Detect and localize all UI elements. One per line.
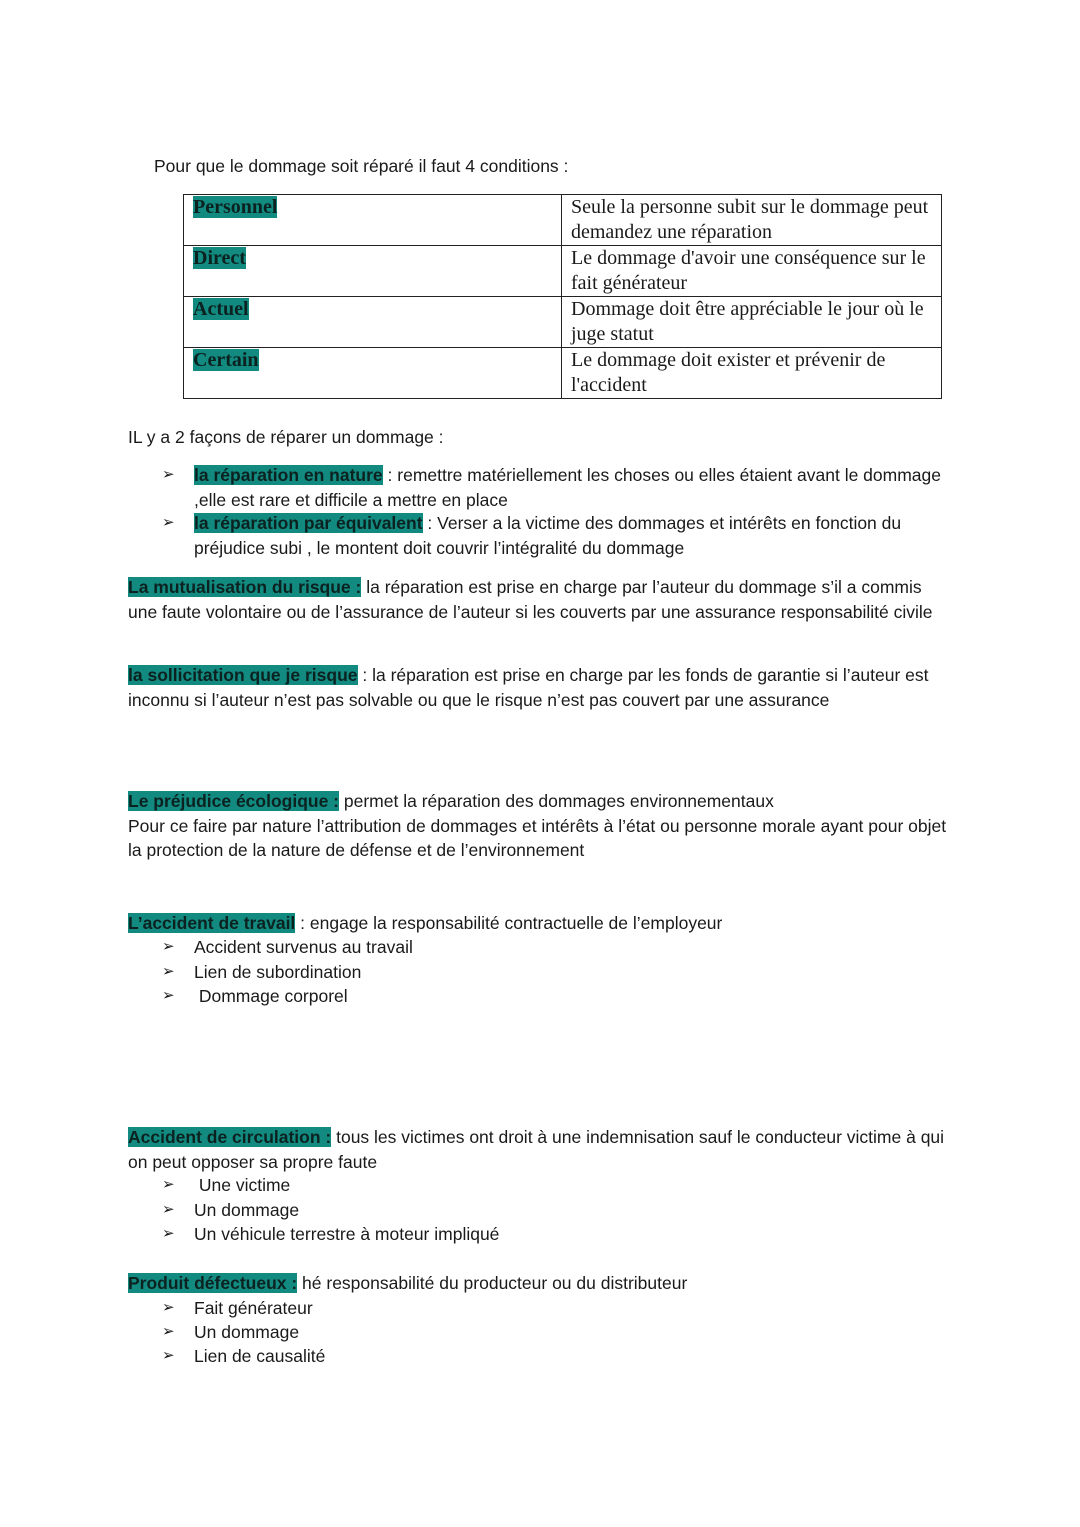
arrowhead-bullet-icon: ➢ — [162, 963, 175, 980]
list-item — [162, 935, 952, 960]
condition-desc: Dommage doit être appréciable le jour où le juge statut — [562, 297, 942, 348]
sollicitation-paragraph — [128, 663, 948, 712]
condition-term: Direct — [193, 247, 246, 269]
list-item — [162, 463, 952, 512]
list-item — [162, 1320, 952, 1345]
item-text: Lien de causalité — [194, 1346, 326, 1366]
list-item — [162, 1296, 952, 1321]
highlighted-term: la sollicitation que je risque — [128, 665, 358, 685]
intro-text: Pour que le dommage soit réparé il faut 4 conditions : — [154, 156, 569, 176]
highlighted-term: L’accident de travail — [128, 913, 296, 933]
paragraph-text: : la réparation est prise en charge par les fonds de garantie si l’auteur est inconnu si l’auteur n’est pas solvable ou que le risque n’est pas couvert par une assurance — [128, 665, 929, 710]
item-text: Un véhicule terrestre à moteur impliqué — [194, 1224, 500, 1244]
paragraph-text: permet la réparation des dommages environnementaux — [339, 791, 774, 811]
highlighted-term: Produit défectueux : — [128, 1273, 298, 1293]
mutualisation-paragraph — [128, 575, 948, 624]
table-row — [184, 297, 942, 348]
highlighted-term: Accident de circulation : — [128, 1127, 332, 1147]
circulation-paragraph — [128, 1125, 948, 1174]
arrowhead-bullet-icon: ➢ — [162, 1347, 175, 1364]
highlighted-term: La mutualisation du risque : — [128, 577, 362, 597]
ways-intro: IL y a 2 façons de réparer un dommage : — [128, 427, 444, 447]
list-item — [162, 1344, 952, 1369]
condition-term: Actuel — [193, 298, 249, 320]
arrowhead-bullet-icon: ➢ — [162, 466, 175, 483]
highlighted-term: la réparation en nature — [194, 465, 383, 485]
paragraph-text: la réparation est prise en charge par l’auteur du dommage s’il a commis une faute volontaire ou de l’assurance de l’auteur si les couverts par une assurance responsabilité civile — [128, 577, 933, 622]
conditions-table — [183, 194, 942, 399]
list-item — [162, 1222, 952, 1247]
condition-term: Certain — [193, 349, 259, 371]
condition-desc: Le dommage d'avoir une conséquence sur le fait générateur — [562, 246, 942, 297]
condition-term: Personnel — [193, 196, 278, 218]
paragraph-text: : engage la responsabilité contractuelle de l’employeur — [295, 913, 723, 933]
item-text: Un dommage — [194, 1200, 300, 1220]
table-row — [184, 246, 942, 297]
list-item — [162, 1198, 952, 1223]
arrowhead-bullet-icon: ➢ — [162, 938, 175, 955]
arrowhead-bullet-icon: ➢ — [162, 1201, 175, 1218]
arrowhead-bullet-icon: ➢ — [162, 1323, 175, 1340]
produit-paragraph — [128, 1271, 948, 1296]
arrowhead-bullet-icon: ➢ — [162, 1299, 175, 1316]
list-item — [162, 984, 952, 1009]
item-text: Une victime — [194, 1175, 291, 1195]
list-item — [162, 511, 952, 560]
prejudice-paragraph — [128, 789, 948, 863]
arrowhead-bullet-icon: ➢ — [162, 1176, 175, 1193]
condition-desc: Seule la personne subit sur le dommage peut demandez une réparation — [562, 195, 942, 246]
item-text: : Verser a la victime des dommages et intérêts en fonction du préjudice subi , le montent doit couvrir l’intégralité du dommage — [194, 513, 902, 558]
travail-paragraph — [128, 911, 948, 936]
item-text: Lien de subordination — [194, 962, 362, 982]
condition-desc: Le dommage doit exister et prévenir de l'accident — [562, 348, 942, 399]
table-row — [184, 348, 942, 399]
table-row — [184, 195, 942, 246]
item-text: Un dommage — [194, 1322, 300, 1342]
list-item — [162, 960, 952, 985]
item-text: Fait générateur — [194, 1298, 313, 1318]
highlighted-term: Le préjudice écologique : — [128, 791, 340, 811]
highlighted-term: la réparation par équivalent — [194, 513, 423, 533]
list-item — [162, 1173, 952, 1198]
paragraph-text: tous les victimes ont droit à une indemnisation sauf le conducteur victime à qui on peut opposer sa propre faute — [128, 1127, 945, 1172]
item-text: Dommage corporel — [194, 986, 348, 1006]
item-text: : remettre matériellement les choses ou elles étaient avant le dommage ,elle est rare et difficile a mettre en place — [194, 465, 942, 510]
arrowhead-bullet-icon: ➢ — [162, 987, 175, 1004]
item-text: Accident survenus au travail — [194, 937, 413, 957]
paragraph-text: Pour ce faire par nature l’attribution de dommages et intérêts à l’état ou personne morale ayant pour objet la protection de la nature de défense et de l’environnement — [128, 815, 947, 860]
arrowhead-bullet-icon: ➢ — [162, 1225, 175, 1242]
paragraph-text: hé responsabilité du producteur ou du distributeur — [297, 1273, 688, 1293]
arrowhead-bullet-icon: ➢ — [162, 514, 175, 531]
